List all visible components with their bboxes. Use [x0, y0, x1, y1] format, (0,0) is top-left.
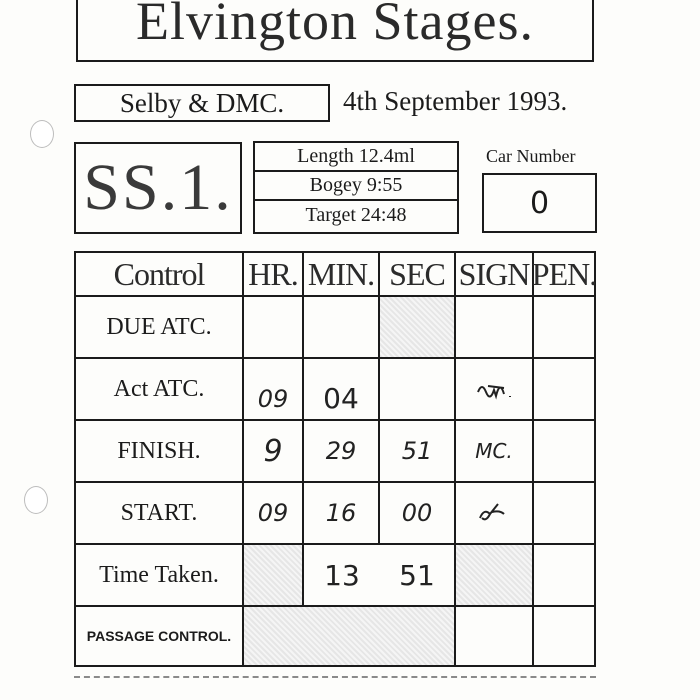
punch-hole-bottom — [24, 486, 48, 514]
table-row — [76, 607, 594, 665]
table-row — [76, 359, 594, 421]
car-number-box — [482, 173, 597, 233]
header-sec: SEC — [380, 253, 456, 297]
cell-hr: 09 — [244, 359, 304, 421]
header-min: MIN. — [304, 253, 380, 297]
cell-pen — [534, 607, 594, 665]
cell-hr: 9 — [244, 421, 304, 483]
table-row — [76, 483, 594, 545]
row-label: FINISH. — [76, 421, 244, 483]
cell-pen — [534, 545, 594, 607]
row-label: DUE ATC. — [76, 297, 244, 359]
stage-target: Target 24:48 — [305, 204, 407, 226]
cell-pen — [534, 359, 594, 421]
table-header-row — [76, 253, 597, 297]
row-label: PASSAGE CONTROL. — [76, 607, 244, 665]
cell-sign — [456, 483, 534, 545]
cell-pen — [534, 297, 594, 359]
cell-min: 16 — [304, 483, 380, 545]
cell-passage-time — [244, 607, 456, 665]
cell-hr — [244, 297, 304, 359]
cell-sec — [380, 359, 456, 421]
bottom-divider — [74, 676, 596, 678]
table-row — [76, 545, 594, 607]
time-card-table — [74, 251, 596, 667]
cell-sec: 51 — [380, 421, 456, 483]
cell-min: 04 — [304, 359, 380, 421]
punch-hole-top — [30, 120, 54, 148]
cell-hr: 09 — [244, 483, 304, 545]
title-box — [76, 0, 594, 62]
cell-sign — [456, 607, 534, 665]
header-sign: SIGN — [456, 253, 534, 297]
cell-sign — [456, 297, 534, 359]
stage-info-box — [253, 141, 459, 234]
header-pen: PEN. — [534, 253, 594, 297]
cell-pen — [534, 421, 594, 483]
cell-min: 13 — [304, 545, 380, 607]
row-label: START. — [76, 483, 244, 545]
cell-sec: 51 — [380, 545, 456, 607]
car-number-value: 0 — [529, 185, 550, 221]
header-hr: HR. — [244, 253, 304, 297]
signature-scribble — [474, 376, 514, 402]
table-row — [76, 297, 594, 359]
club-name: Selby & DMC. — [119, 87, 285, 118]
row-label: Time Taken. — [76, 545, 244, 607]
cell-sign: MC. — [456, 421, 534, 483]
event-date: 4th September 1993. — [343, 86, 568, 116]
cell-sign — [456, 545, 534, 607]
cell-min: 29 — [304, 421, 380, 483]
car-number-label: Car Number — [486, 146, 576, 166]
club-name-box — [74, 84, 330, 122]
stage-length: Length 12.4ml — [255, 143, 457, 172]
cell-sign — [456, 359, 534, 421]
signature-scribble — [474, 500, 514, 526]
cell-pen — [534, 483, 594, 545]
cell-min — [304, 297, 380, 359]
stage-bogey: Bogey 9:55 — [255, 172, 457, 201]
cell-hr — [244, 545, 304, 607]
table-row — [76, 421, 594, 483]
stage-code: SS.1. — [83, 151, 233, 224]
row-label: Act ATC. — [76, 359, 244, 421]
cell-sec: 00 — [380, 483, 456, 545]
cell-sec — [380, 297, 456, 359]
stage-code-box — [74, 142, 242, 234]
header-control: Control — [76, 253, 244, 297]
page-title: Elvington Stages. — [136, 0, 534, 51]
